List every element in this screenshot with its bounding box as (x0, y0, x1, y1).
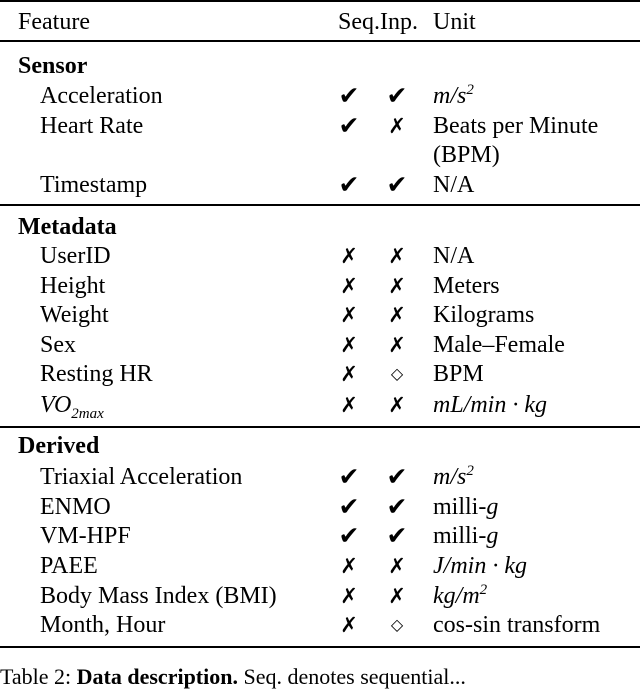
unit-enmo: milli-g (433, 494, 499, 520)
section-title-sensor: Sensor (18, 53, 88, 79)
seq-check-icon: ✔ (338, 170, 360, 199)
feature-month-hour: Month, Hour (40, 612, 166, 638)
section-rule (0, 204, 640, 206)
unit-bmi: $kg/m^2$ (433, 582, 488, 609)
seq-cross-icon: ✗ (340, 584, 358, 608)
unit-timestamp: N/A (433, 172, 475, 198)
feature-paee: PAEE (40, 553, 98, 579)
unit-vm-hpf: milli-g (433, 523, 499, 549)
seq-check-icon: ✔ (338, 111, 360, 140)
header-unit: Unit (433, 9, 476, 35)
unit-vo2max: mL/min · kg (433, 392, 547, 418)
inp-diamond-icon: ◇ (390, 615, 404, 634)
seq-cross-icon: ✗ (340, 393, 358, 417)
header-seq-inp: Seq.Inp. (338, 9, 418, 35)
seq-cross-icon: ✗ (340, 362, 358, 386)
inp-check-icon: ✔ (386, 521, 408, 550)
feature-vo2max: $VO_{2max}$ (40, 392, 104, 422)
feature-timestamp: Timestamp (40, 172, 148, 198)
seq-check-icon: ✔ (338, 462, 360, 491)
feature-acceleration: Acceleration (40, 83, 163, 109)
header-rule (0, 40, 640, 42)
unit-paee: J/min · kg (433, 553, 527, 579)
feature-heart-rate: Heart Rate (40, 113, 144, 139)
seq-check-icon: ✔ (338, 81, 360, 110)
unit-month-hour: cos-sin transform (433, 612, 601, 638)
feature-enmo: ENMO (40, 494, 111, 520)
unit-triaxial-acceleration: $m/s^2$ (433, 463, 474, 490)
seq-cross-icon: ✗ (340, 333, 358, 357)
section-title-derived: Derived (18, 433, 100, 459)
seq-check-icon: ✔ (338, 492, 360, 521)
feature-userid: UserID (40, 243, 111, 269)
seq-cross-icon: ✗ (340, 274, 358, 298)
seq-cross-icon: ✗ (340, 303, 358, 327)
seq-cross-icon: ✗ (340, 244, 358, 268)
inp-cross-icon: ✗ (388, 393, 406, 417)
inp-cross-icon: ✗ (388, 554, 406, 578)
table-caption: Table 2: Data description. Seq. denotes sequential... (0, 664, 466, 689)
unit-resting-hr: BPM (433, 361, 484, 387)
unit-heart-rate: Beats per Minute (433, 113, 599, 139)
inp-check-icon: ✔ (386, 492, 408, 521)
feature-sex: Sex (40, 332, 76, 358)
feature-vm-hpf: VM-HPF (40, 523, 131, 549)
unit-heart-rate-line2: (BPM) (433, 142, 500, 168)
unit-acceleration: $m/s^2$ (433, 82, 474, 109)
unit-weight: Kilograms (433, 302, 535, 328)
unit-sex: Male–Female (433, 332, 565, 358)
inp-check-icon: ✔ (386, 170, 408, 199)
feature-height: Height (40, 273, 106, 299)
feature-resting-hr: Resting HR (40, 361, 153, 387)
section-title-metadata: Metadata (18, 214, 117, 240)
seq-check-icon: ✔ (338, 521, 360, 550)
seq-cross-icon: ✗ (340, 613, 358, 637)
inp-cross-icon: ✗ (388, 244, 406, 268)
seq-cross-icon: ✗ (340, 554, 358, 578)
feature-triaxial-acceleration: Triaxial Acceleration (40, 464, 243, 490)
inp-diamond-icon: ◇ (390, 364, 404, 383)
inp-cross-icon: ✗ (388, 303, 406, 327)
top-rule (0, 0, 640, 2)
inp-check-icon: ✔ (386, 81, 408, 110)
section-rule (0, 426, 640, 428)
inp-cross-icon: ✗ (388, 584, 406, 608)
feature-weight: Weight (40, 302, 109, 328)
inp-cross-icon: ✗ (388, 114, 406, 138)
inp-cross-icon: ✗ (388, 274, 406, 298)
bottom-rule (0, 646, 640, 648)
unit-userid: N/A (433, 243, 475, 269)
unit-height: Meters (433, 273, 500, 299)
feature-bmi: Body Mass Index (BMI) (40, 583, 277, 609)
inp-check-icon: ✔ (386, 462, 408, 491)
inp-cross-icon: ✗ (388, 333, 406, 357)
header-feature: Feature (18, 9, 90, 35)
